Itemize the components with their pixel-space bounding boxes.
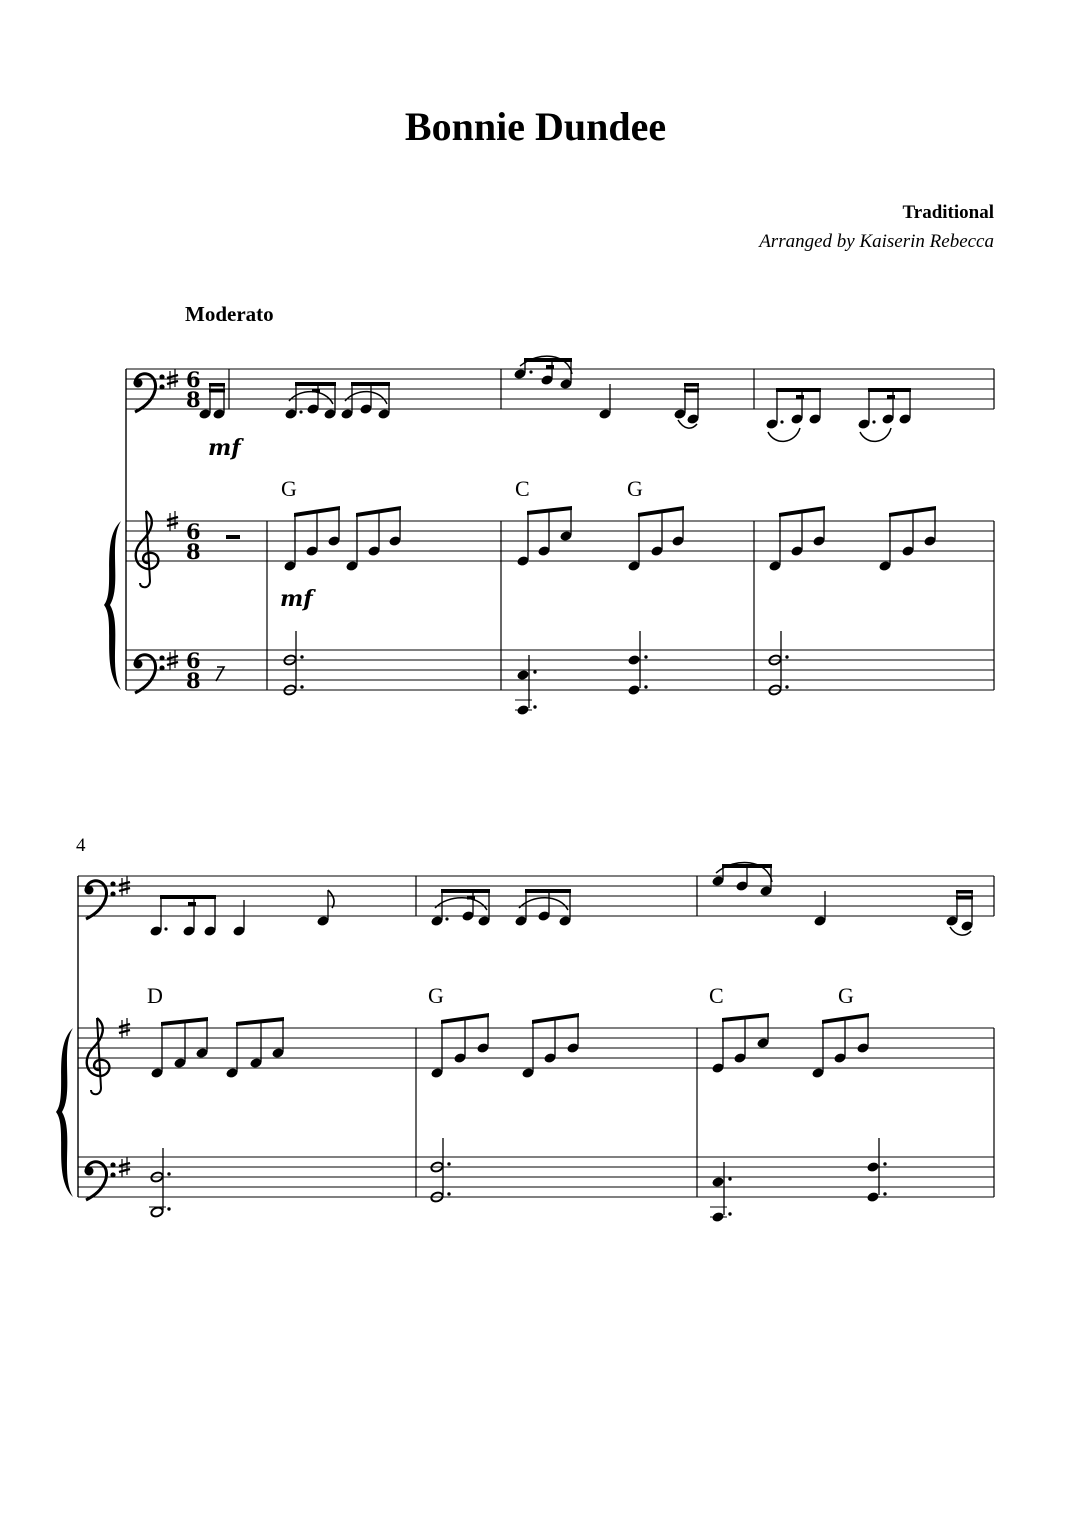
composer-credit: Traditional bbox=[902, 202, 994, 223]
solo-staff-1 bbox=[126, 369, 994, 409]
piano-bass-staff-1 bbox=[126, 650, 994, 690]
piano-brace-1 bbox=[104, 521, 121, 690]
chord-symbol: G bbox=[428, 983, 444, 1008]
piano-treble-staff-2 bbox=[78, 1028, 994, 1068]
tempo-marking: Moderato bbox=[185, 302, 274, 326]
measure-number: 4 bbox=[76, 835, 86, 856]
piano-right-hand-2 bbox=[150, 1013, 869, 1079]
solo-melody-2 bbox=[149, 862, 973, 936]
system-2 bbox=[56, 835, 994, 1223]
svg-text:6: 6 bbox=[186, 648, 201, 673]
chord-symbol: G bbox=[838, 983, 854, 1008]
dynamic-marking: mf bbox=[280, 586, 313, 612]
chord-symbol: G bbox=[627, 476, 643, 501]
system-1 bbox=[104, 356, 994, 716]
svg-text:6: 6 bbox=[186, 367, 201, 392]
treble-clef-icon bbox=[136, 511, 159, 587]
dynamic-marking: mf bbox=[208, 435, 241, 461]
time-signature bbox=[186, 367, 201, 693]
piano-brace-2 bbox=[56, 1028, 73, 1197]
arranger-credit: Arranged by Kaiserin Rebecca bbox=[759, 231, 994, 252]
piano-left-hand-1 bbox=[216, 631, 789, 716]
page-title: Bonnie Dundee bbox=[404, 104, 667, 149]
chord-symbol: G bbox=[281, 476, 297, 501]
piano-bass-staff-2 bbox=[78, 1157, 994, 1197]
chord-symbol: C bbox=[515, 476, 530, 501]
chord-symbol: C bbox=[709, 983, 724, 1008]
piano-right-hand-1 bbox=[226, 506, 937, 572]
svg-text:8: 8 bbox=[186, 539, 201, 564]
piano-treble-staff-1 bbox=[126, 521, 994, 561]
svg-text:8: 8 bbox=[186, 387, 201, 412]
svg-text:8: 8 bbox=[186, 668, 201, 693]
chord-symbol: D bbox=[147, 983, 163, 1008]
treble-clef-icon bbox=[87, 1018, 110, 1094]
svg-text:6: 6 bbox=[186, 519, 201, 544]
piano-left-hand-2 bbox=[149, 1138, 887, 1223]
